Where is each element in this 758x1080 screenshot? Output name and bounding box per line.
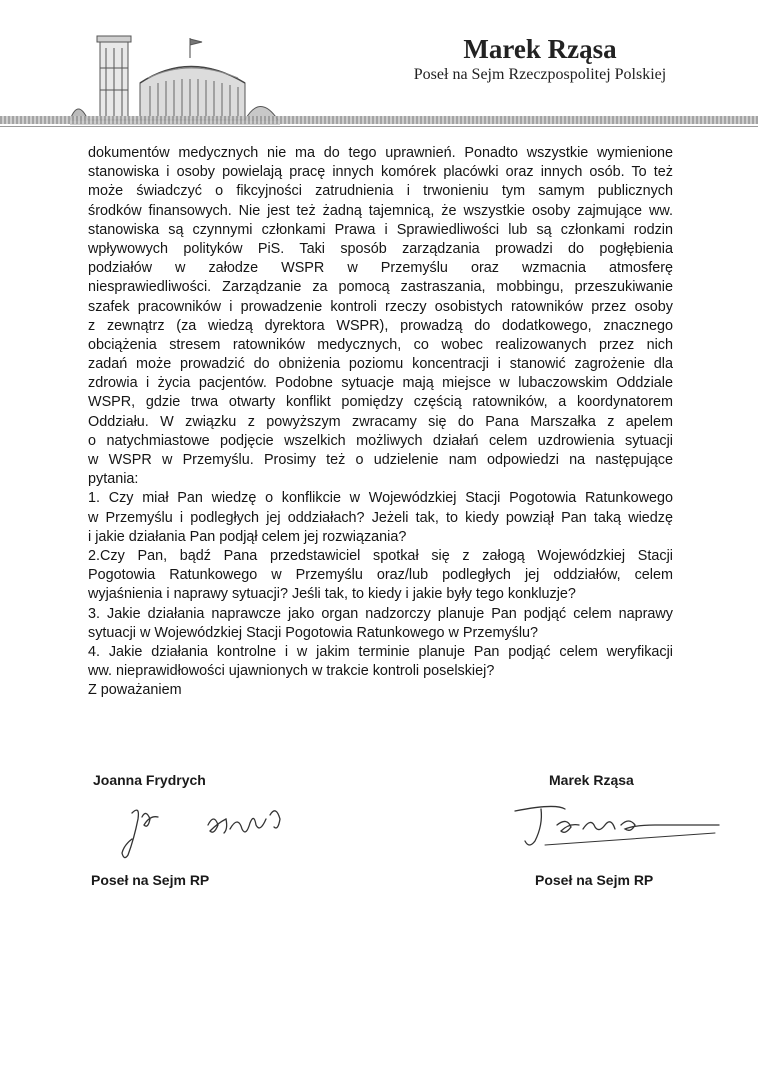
body-line: pytania: xyxy=(88,471,139,488)
body-line: wpływowych polityków PiS. Taki sposób zarządzania prowadzi do pogłębienia xyxy=(88,240,673,257)
body-line: z zewnątrz (za wiedzą dyrektora WSPR), prowadzą do dodatkowego, znacznego xyxy=(88,317,673,334)
body-line: środków finansowych. Nie jest też żadną tajemnicą, że wszystkie osoby zajmujące ww. xyxy=(88,202,673,219)
closing-line: Z poważaniem xyxy=(88,682,182,699)
letterhead-divider-thin xyxy=(0,126,758,127)
body-line: w WSPR w Przemyślu. Prosimy też o udzielenie nam odpowiedzi na następujące xyxy=(88,452,673,468)
body-line: 3. Jakie działania naprawcze jako organ nadzorczy planuje Pan podjąć celem naprawy xyxy=(88,605,673,622)
body-line: zadań może prowadzić do obniżenia poziomu koncentracji i stanowić zagrożenie dla xyxy=(88,356,673,373)
body-line: ww. nieprawidłowości ujawnionych w trakcie kontroli poselskiej? xyxy=(88,663,495,680)
body-line: 4. Jakie działania kontrolne i w jakim terminie planuje Pan podjąć celem weryfikacji xyxy=(88,643,673,660)
body-line: dokumentów medycznych nie ma do tego uprawnień. Ponadto wszystkie wymienione xyxy=(88,145,673,161)
letter-body xyxy=(88,144,673,700)
signatory-left-name: Joanna Frydrych xyxy=(93,772,206,788)
body-line: szafek pracowników i prowadzenie kontroli rzeczy osobistych ratowników przez osoby xyxy=(88,298,673,315)
body-line: może świadczyć o fikcyjności zatrudnienia i trwonieniu tym samym publicznych xyxy=(88,183,673,200)
body-line: obciążenia stresem ratowników medycznych, co wobec realizowanych przez nich xyxy=(88,336,673,353)
sejm-building-icon xyxy=(70,28,280,128)
body-line: Oddziału. W związku z powyższym zwracamy się do Pana Marszałka z apelem xyxy=(88,413,673,430)
sender-name: Marek Rząsa xyxy=(463,34,617,64)
body-line: sytuacji w Wojewódzkiej Stacji Pogotowia Ratunkowego w Przemyślu? xyxy=(88,624,539,641)
body-line: 1. Czy miał Pan wiedzę o konflikcie w Wojewódzkiej Stacji Pogotowia Ratunkowego xyxy=(88,490,673,507)
body-line: o natychmiastowe podjęcie wszelkich możliwych działań celem uzdrowienia sytuacji xyxy=(88,432,673,449)
body-line: WSPR, gdzie trwa otwarty konflikt pomiędzy częścią ratowników, a koordynatorem xyxy=(88,394,673,411)
body-line: stanowiska i osoby powielają pracę innych komórek placówki oraz innych osób. To też xyxy=(88,164,673,181)
signatory-right-name: Marek Rząsa xyxy=(549,772,634,788)
body-line: wyjaśnienia i naprawy sytuacji? Jeśli tak, to kiedy i jakie były tego konkluzje? xyxy=(88,586,576,603)
signatory-left-title: Poseł na Sejm RP xyxy=(91,872,210,888)
handwritten-signature-left xyxy=(110,795,310,865)
body-line: podziałów w załodze WSPR w Przemyślu oraz wzmacnia atmosferę xyxy=(88,260,673,277)
body-line: w Przemyślu i podległych jej oddziałach? Jeżeli tak, to kiedy powziął Pan taką wiedzę xyxy=(88,509,673,526)
signatory-right-title: Poseł na Sejm RP xyxy=(535,872,654,888)
letterhead-divider xyxy=(0,116,758,124)
body-line: niesprawiedliwości. Zarządzanie za pomocą zastraszania, mobbingu, przeszukiwanie xyxy=(88,279,673,296)
handwritten-signature-right xyxy=(505,795,725,855)
body-line: stanowiska są czynnymi członkami Prawa i Sprawiedliwości lub są członkami rodzin xyxy=(88,221,673,238)
body-line: 2.Czy Pan, bądź Pana przedstawiciel spotkał się z załogą Wojewódzkiej Stacji xyxy=(88,547,673,564)
body-line: zdrowia i życia pacjentów. Podobne sytuacje mają miejsce w lubaczowskim Oddziale xyxy=(88,375,673,392)
sender-title: Poseł na Sejm Rzeczpospolitej Polskiej xyxy=(413,66,667,83)
body-line: Pogotowia Ratunkowego w Przemyślu oraz/lub podległych jej oddziałów, celem xyxy=(88,567,673,584)
body-line: i jakie działania Pan podjął celem jej rozwiązania? xyxy=(88,528,407,545)
